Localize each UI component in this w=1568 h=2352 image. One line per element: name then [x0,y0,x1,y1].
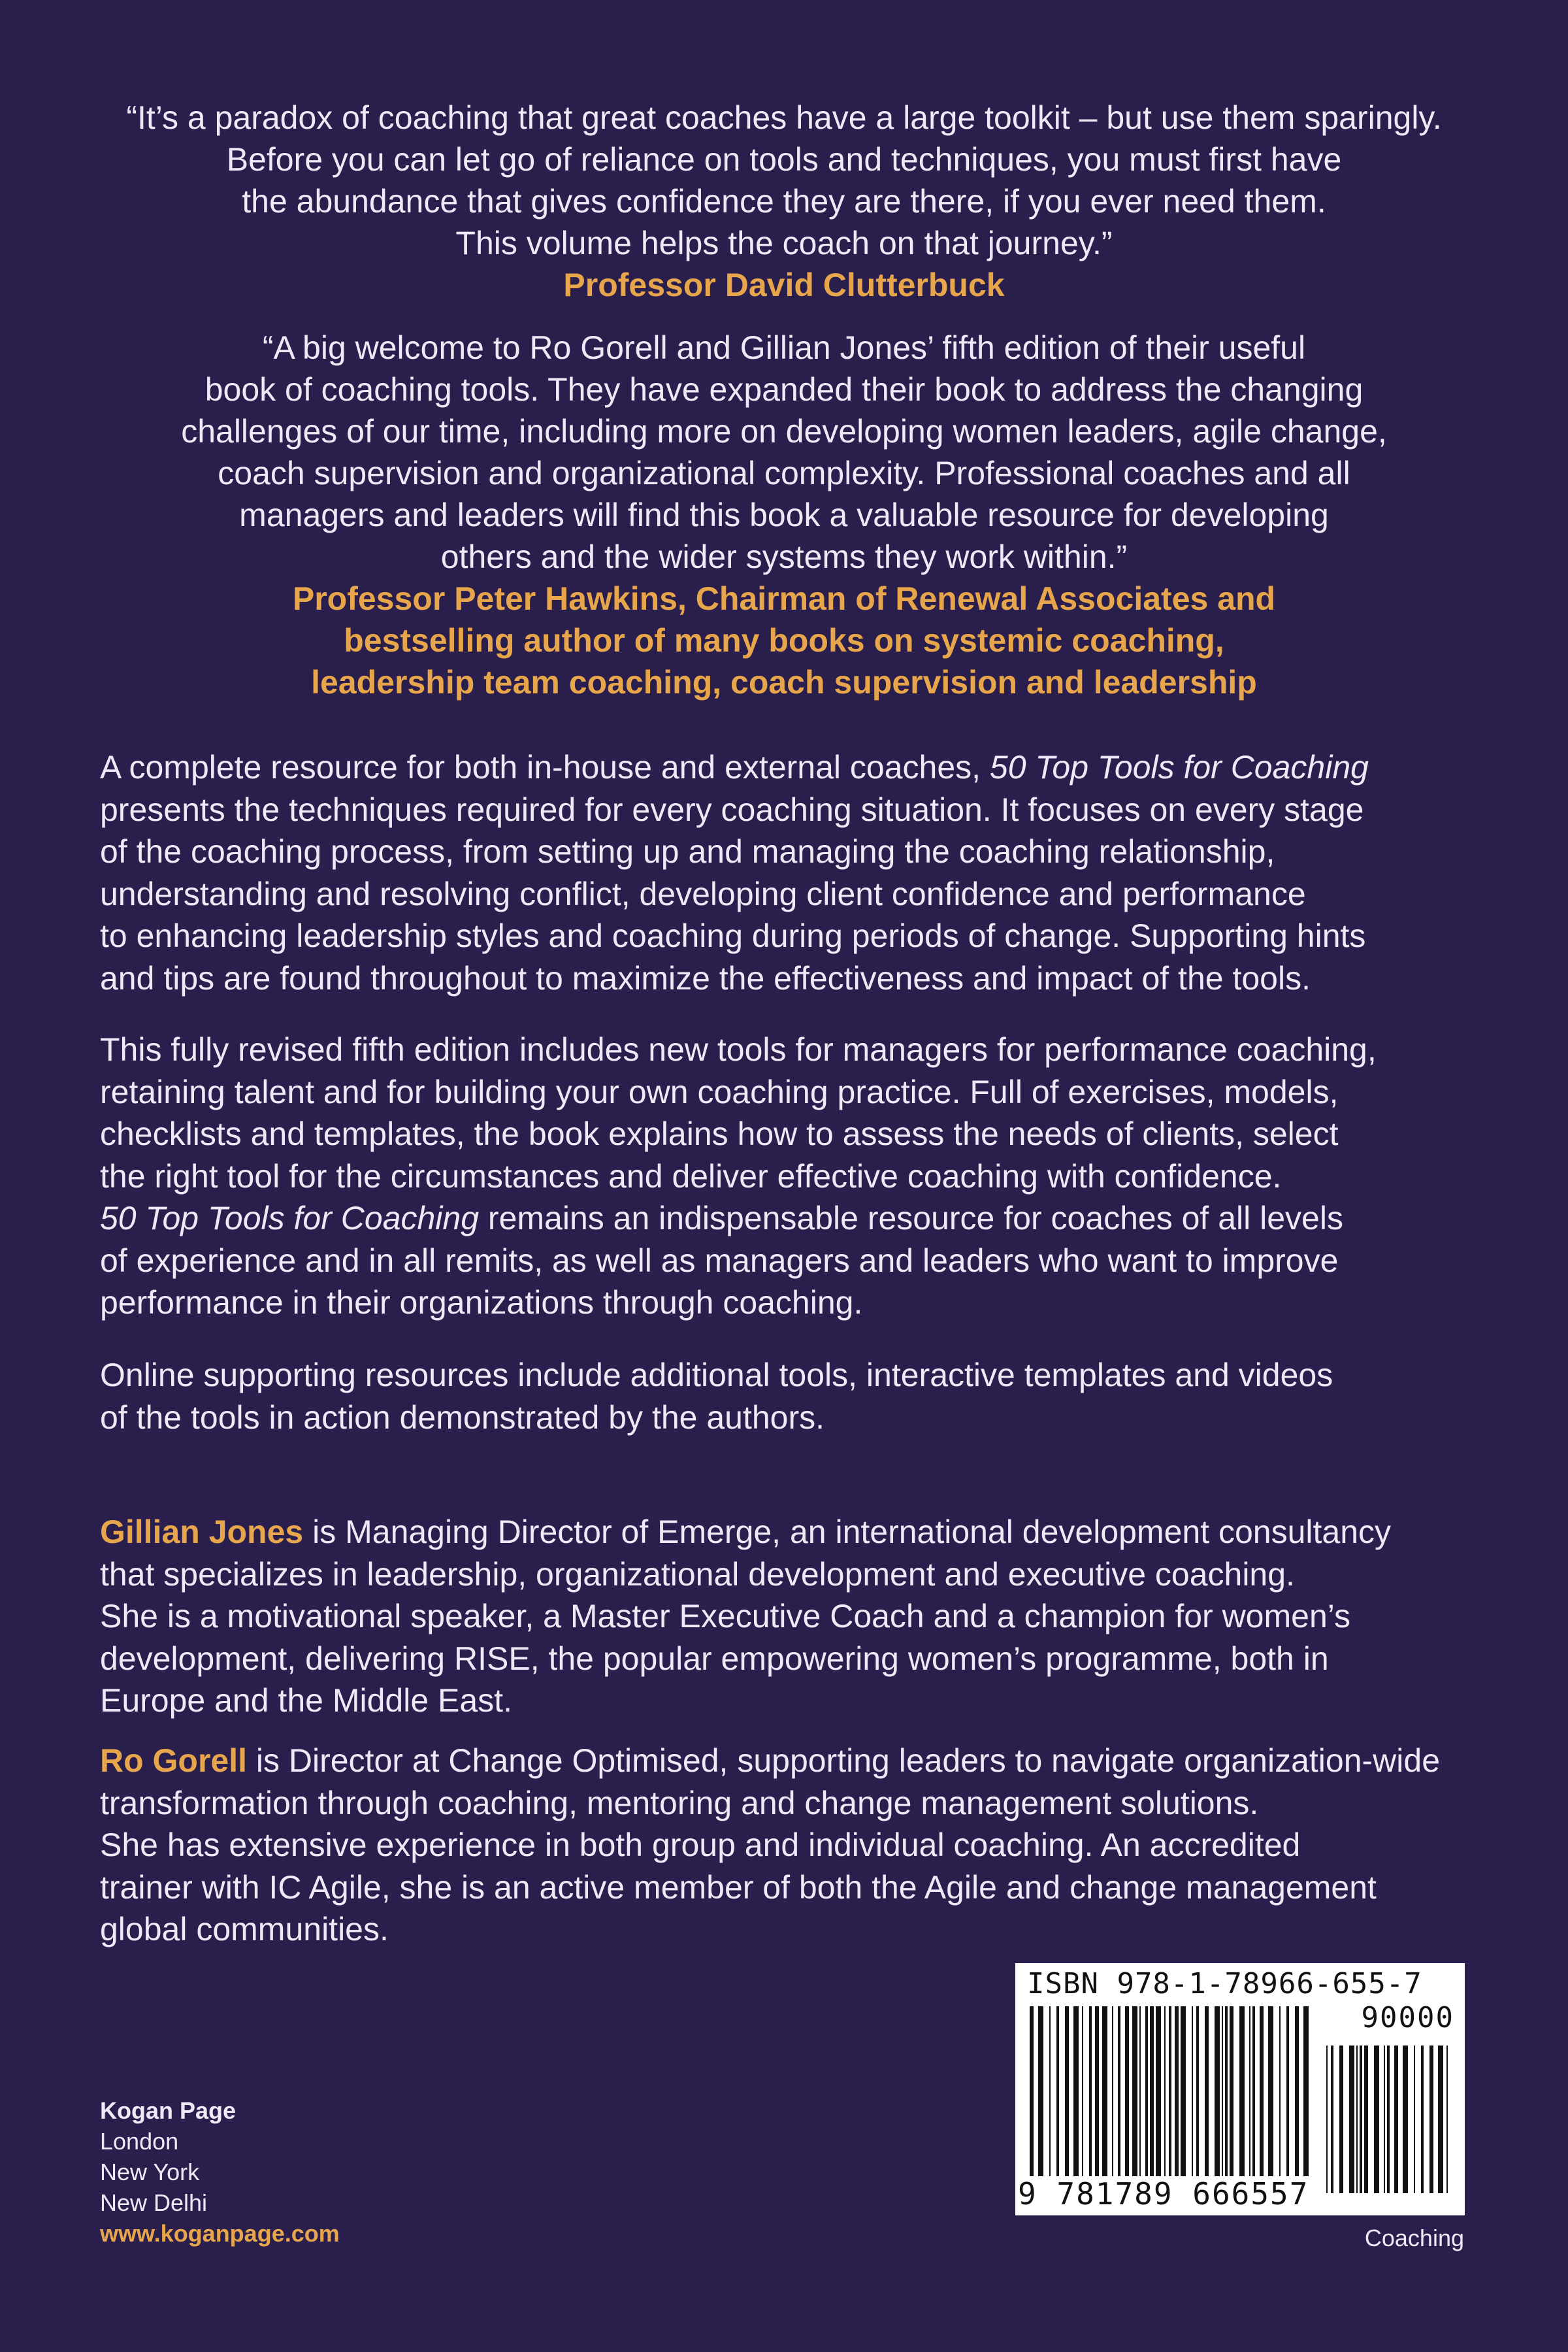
ean-number: 9 781789 666557 [1018,2176,1309,2211]
paragraph-line: and tips are found throughout to maximize the effectiveness and impact of the tools. [100,959,1311,997]
quote-attribution: Professor David Clutterbuck [563,267,1005,303]
paragraph-line: This fully revised fifth edition includes new tools for managers for performance coaching, [100,1031,1377,1068]
author-bio-gillian-jones [100,1511,1472,1722]
quote-line: managers and leaders will find this book a valuable resource for developing [239,497,1329,533]
book-title: 50 Top Tools for Coaching [989,749,1369,786]
author-name: Gillian Jones [100,1514,304,1550]
isbn-number: ISBN 978-1-78966-655-7 [1027,1967,1422,2000]
paragraph-line: retaining talent and for building your own coaching practice. Full of exercises, models, [100,1073,1339,1110]
quote-line: “It’s a paradox of coaching that great coaches have a large toolkit – but use them sparingly. [126,99,1442,136]
quote-attribution: bestselling author of many books on systemic coaching, [344,622,1224,659]
description-paragraph-3 [100,1354,1472,1438]
paragraph-line: of experience and in all remits, as well as managers and leaders who want to improve [100,1242,1339,1279]
paragraph-text: remains an indispensable resource for coaches of all levels [479,1200,1343,1236]
paragraph-line [100,1197,1472,1240]
paragraph-line: of the tools in action demonstrated by the authors. [100,1399,825,1436]
paragraph-line: that specializes in leadership, organizational development and executive coaching. [100,1555,1295,1593]
barcode-bars [1024,2006,1456,2196]
paragraph-line: of the coaching process, from setting up and managing the coaching relationship, [100,833,1275,870]
quote-line: coach supervision and organizational complexity. Professional coaches and all [218,455,1350,491]
quote-line: challenges of our time, including more on developing women leaders, agile change, [181,413,1387,450]
publisher-info [100,2095,340,2249]
quote-line: the abundance that gives confidence they are there, if you ever need them. [242,183,1326,220]
paragraph-line [100,1511,1472,1553]
publisher-city: London [100,2128,179,2155]
price-code: 90000 [1361,2001,1454,2034]
description-paragraph-1 [100,746,1472,999]
paragraph-line: presents the techniques required for every coaching situation. It focuses on every stage [100,791,1364,828]
quote-line: others and the wider systems they work within.” [440,538,1128,575]
paragraph-line: transformation through coaching, mentoring and change management solutions. [100,1784,1259,1821]
author-name: Ro Gorell [100,1742,248,1779]
paragraph-line: Europe and the Middle East. [100,1682,512,1719]
quote-line: This volume helps the coach on that journey.” [455,225,1113,261]
paragraph-line: to enhancing leadership styles and coaching during periods of change. Supporting hints [100,918,1366,954]
paragraph-text: is Managing Director of Emerge, an international development consultancy [303,1514,1392,1550]
paragraph-line [100,1740,1472,1782]
isbn-barcode [1015,1963,1465,2215]
paragraph-line: She is a motivational speaker, a Master Executive Coach and a champion for women’s [100,1598,1350,1634]
paragraph-line: performance in their organizations through coaching. [100,1284,863,1321]
book-title: 50 Top Tools for Coaching [100,1200,480,1236]
paragraph-line: understanding and resolving conflict, developing client confidence and performance [100,875,1306,912]
paragraph-line: global communities. [100,1911,389,1947]
paragraph-line: the right tool for the circumstances and deliver effective coaching with confidence. [100,1157,1282,1195]
quote-line: book of coaching tools. They have expanded their book to address the changing [204,371,1364,408]
paragraph-line [100,746,1472,789]
publisher-city: New Delhi [100,2189,208,2216]
paragraph-text: is Director at Change Optimised, supporting leaders to navigate organization-wide [247,1742,1441,1779]
description-paragraph-2 [100,1029,1472,1324]
paragraph-line: development, delivering RISE, the popular empowering women’s programme, both in [100,1640,1329,1677]
publisher-name: Kogan Page [100,2097,237,2124]
quote-clutterbuck [91,97,1477,306]
publisher-website-link[interactable]: www.koganpage.com [100,2220,340,2247]
author-bio-ro-gorell [100,1740,1472,1951]
paragraph-line: checklists and templates, the book explains how to assess the needs of clients, select [100,1116,1339,1152]
category-label: Coaching [1364,2225,1464,2251]
quote-line: Before you can let go of reliance on tools and techniques, you must first have [226,141,1342,178]
quote-hawkins [91,327,1477,703]
publisher-city: New York [100,2159,200,2185]
quote-line: “A big welcome to Ro Gorell and Gillian Jones’ fifth edition of their useful [262,329,1306,366]
quote-attribution: leadership team coaching, coach supervision and leadership [311,664,1257,701]
paragraph-text: A complete resource for both in-house and external coaches, [100,749,990,786]
paragraph-line: Online supporting resources include additional tools, interactive templates and videos [100,1357,1333,1393]
paragraph-line: She has extensive experience in both group and individual coaching. An accredited [100,1827,1301,1863]
quote-attribution: Professor Peter Hawkins, Chairman of Renewal Associates and [292,580,1276,617]
paragraph-line: trainer with IC Agile, she is an active member of both the Agile and change management [100,1868,1377,1906]
